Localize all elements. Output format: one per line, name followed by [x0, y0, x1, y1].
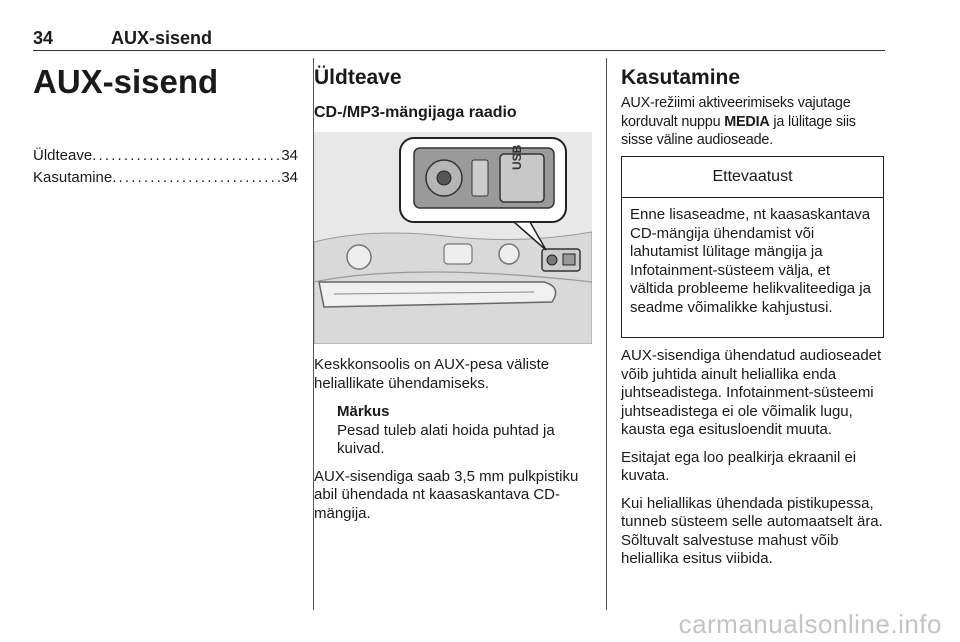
caution-box	[621, 156, 884, 338]
table-of-contents	[33, 145, 298, 189]
paragraph: AUX-sisendiga saab 3,5 mm pulkpistiku abil ühendada nt kaasaskantava CD-mängija.	[314, 467, 579, 522]
right-text	[621, 347, 886, 569]
section-title: Kasutamine	[621, 66, 741, 89]
section-title: Üldteave	[314, 66, 402, 89]
intro-text: AUX-režiimi aktiveerimiseks vajutage korduvalt nuppu	[621, 95, 851, 130]
caution-text: Enne lisaseadme, nt kaasaskantava CD-mängija ühendamist või lahutamist lülitage mängija ja Infotainment-süsteem välja, et vältida probleeme helikvaliteediga ja seadme võimalikke kahjustusi.	[630, 206, 871, 316]
left-column	[33, 64, 298, 189]
toc-entry[interactable]	[33, 145, 298, 167]
toc-leader	[92, 145, 281, 167]
media-button-label: MEDIA	[724, 113, 770, 130]
column-divider	[606, 58, 607, 610]
page-number: 34	[33, 28, 54, 48]
middle-column	[314, 66, 592, 122]
paragraph: AUX-sisendiga ühendatud audioseadet võib juhtida ainult heliallika enda juhtseadistega. Infotainment-süsteemi juhtseadistega ei ole võimalik lugu, kausta ega esitusloendit muuta.	[621, 347, 882, 438]
console-illustration	[314, 132, 592, 344]
running-title: AUX-sisend	[111, 28, 213, 48]
paragraph: Esitajat ega loo pealkirja ekraanil ei kuvata.	[621, 448, 857, 484]
page-header	[33, 28, 885, 51]
paragraph: Kui heliallikas ühendada pistikupessa, tunneb süsteem selle automaatselt ära. Sõltuvalt salvestuse mahust võib heliallika esitus viibida.	[621, 494, 883, 567]
right-column	[621, 66, 886, 150]
note-block	[337, 403, 592, 459]
intro-text: ja lülitage siis sisse väline audioseade.	[621, 113, 856, 148]
toc-entry[interactable]	[33, 167, 298, 189]
toc-entry-label: Üldteave	[33, 147, 93, 164]
toc-entry-page: 34	[281, 147, 298, 164]
middle-text	[314, 356, 592, 523]
aux-socket-figure	[314, 132, 592, 344]
paragraph: Keskkonsoolis on AUX-pesa väliste heliallikate ühendamiseks.	[314, 356, 550, 392]
note-label: Märkus	[337, 403, 390, 420]
intro-paragraph	[621, 94, 886, 150]
note-text: Pesad tuleb alati hoida puhtad ja kuivad.	[337, 421, 555, 457]
toc-entry-page: 34	[281, 169, 298, 186]
caution-title: Ettevaatust	[622, 157, 883, 198]
toc-leader	[112, 167, 281, 189]
subsection-title: CD-/MP3-mängijaga raadio	[314, 104, 517, 121]
toc-entry-label: Kasutamine	[33, 169, 113, 186]
watermark: carmanualsonline.info	[678, 609, 942, 639]
chapter-title: AUX-sisend	[33, 63, 219, 100]
usb-label: USB	[510, 144, 524, 170]
